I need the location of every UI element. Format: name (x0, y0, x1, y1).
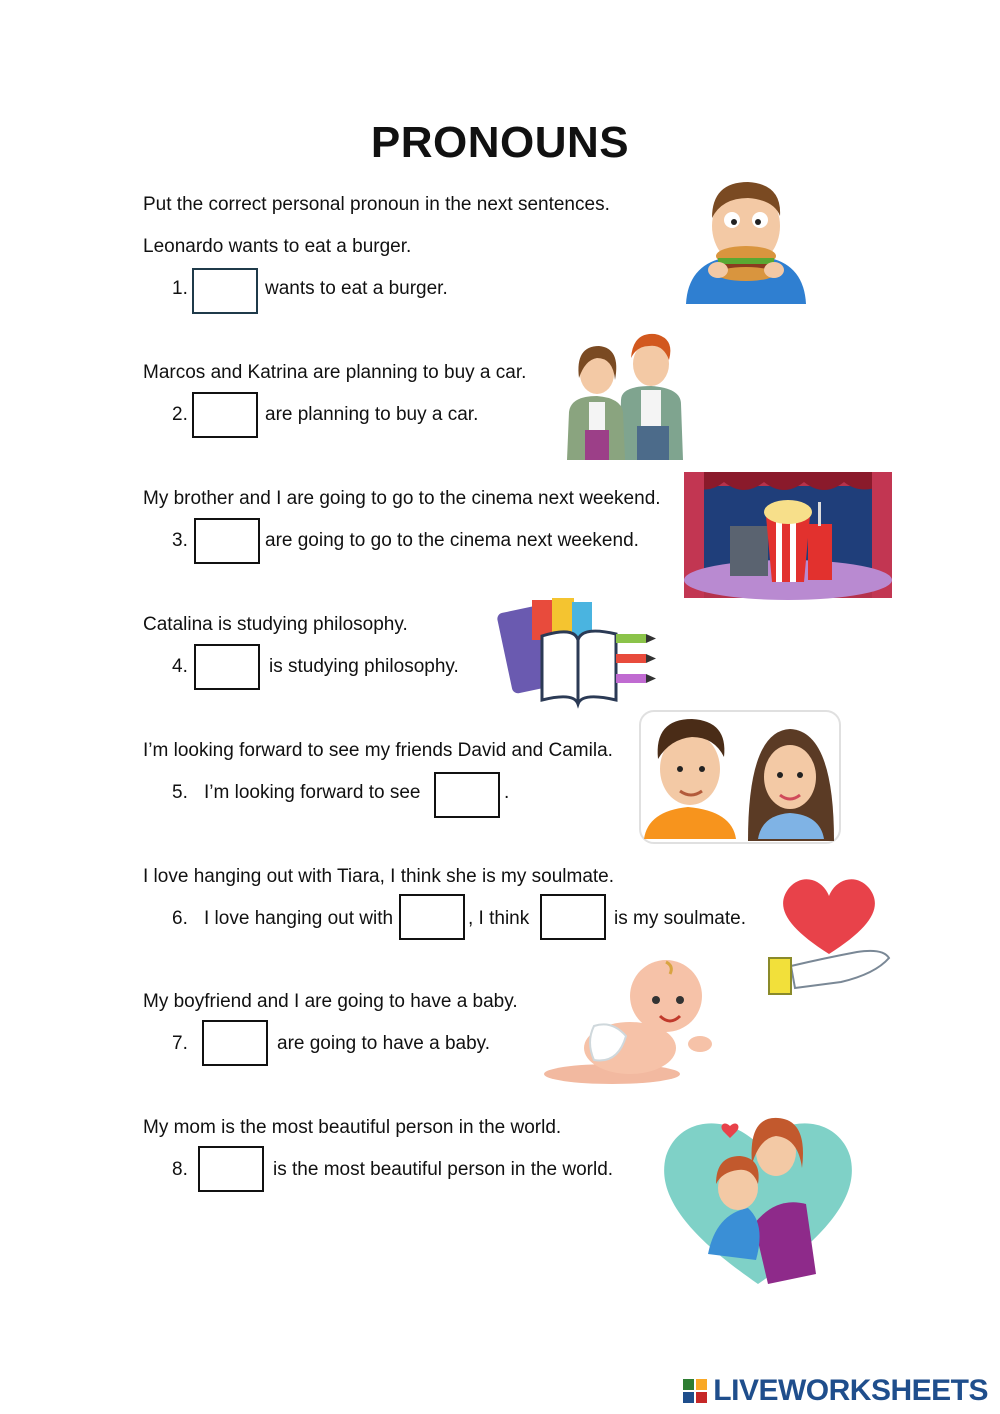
books-pencils-icon (492, 596, 658, 708)
sentence-8: My mom is the most beautiful person in the world. (143, 1117, 562, 1138)
item-number-3: 3. (172, 530, 188, 551)
item-text-4: is studying philosophy. (269, 656, 459, 677)
answer-box-8[interactable] (198, 1146, 264, 1192)
item-text-6-middle: , I think (468, 908, 530, 929)
couple-icon (563, 330, 688, 460)
sentence-2: Marcos and Katrina are planning to buy a car. (143, 362, 527, 383)
footer-brand (683, 1374, 988, 1408)
page-title: PRONOUNS (370, 118, 630, 167)
item-text-8: is the most beautiful person in the world. (273, 1159, 614, 1180)
friends-faces-icon (640, 711, 840, 843)
item-number-5: 5. (172, 782, 188, 803)
answer-box-5[interactable] (434, 772, 500, 818)
item-text-1: wants to eat a burger. (265, 278, 448, 299)
answer-box-2[interactable] (192, 392, 258, 438)
answer-box-4[interactable] (194, 644, 260, 690)
sentence-4: Catalina is studying philosophy. (143, 614, 408, 635)
liveworksheets-logo-icon (683, 1379, 707, 1403)
sentence-6: I love hanging out with Tiara, I think she is my soulmate. (143, 866, 615, 887)
item-number-6: 6. (172, 908, 188, 929)
item-text-6-after: is my soulmate. (614, 908, 746, 929)
heart-in-hand-icon (765, 870, 893, 998)
item-number-1: 1. (172, 278, 188, 299)
sentence-7: My boyfriend and I are going to have a baby. (143, 991, 518, 1012)
answer-box-6a[interactable] (399, 894, 465, 940)
answer-box-6b[interactable] (540, 894, 606, 940)
item-text-3: are going to go to the cinema next weekend. (265, 530, 639, 551)
item-number-8: 8. (172, 1159, 188, 1180)
answer-box-7[interactable] (202, 1020, 268, 1066)
item-text-6-before: I love hanging out with (204, 908, 394, 929)
item-text-7: are going to have a baby. (277, 1033, 491, 1054)
cinema-popcorn-icon (684, 472, 892, 598)
man-eating-burger-icon (678, 176, 813, 311)
mother-daughter-heart-icon (656, 1104, 860, 1290)
crawling-baby-icon (542, 956, 717, 1088)
item-number-7: 7. (172, 1033, 188, 1054)
sentence-3: My brother and I are going to go to the cinema next weekend. (143, 488, 661, 509)
sentence-1: Leonardo wants to eat a burger. (143, 236, 412, 257)
sentence-5: I’m looking forward to see my friends David and Camila. (143, 740, 613, 761)
item-text-2: are planning to buy a car. (265, 404, 479, 425)
brand-text: LIVEWORKSHEETS (713, 1374, 988, 1407)
item-number-2: 2. (172, 404, 188, 425)
item-text-5-after: . (504, 782, 510, 803)
item-number-4: 4. (172, 656, 188, 677)
instruction: Put the correct personal pronoun in the next sentences. (143, 194, 610, 215)
item-text-5-before: I’m looking forward to see (204, 782, 421, 803)
answer-box-3[interactable] (194, 518, 260, 564)
answer-box-1[interactable] (192, 268, 258, 314)
